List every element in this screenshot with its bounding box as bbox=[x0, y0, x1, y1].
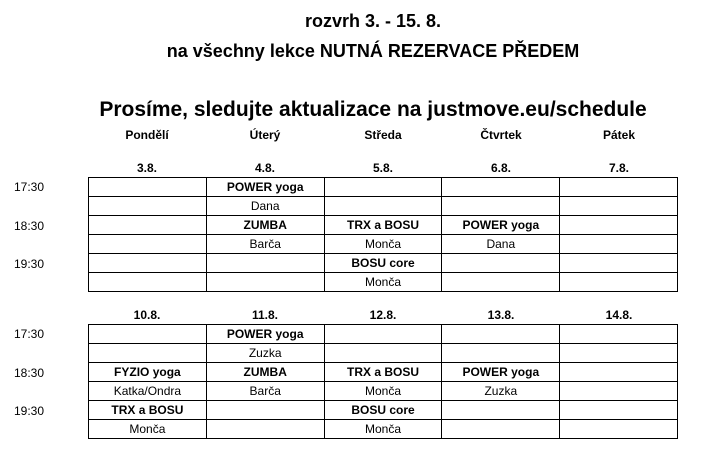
instructor-cell: Monča bbox=[324, 273, 442, 292]
week2-date: 13.8. bbox=[487, 308, 515, 322]
instructor-cell bbox=[560, 235, 678, 254]
week2-date: 14.8. bbox=[605, 308, 633, 322]
week2-schedule-table bbox=[88, 324, 678, 439]
day-tuesday: Úterý bbox=[249, 128, 281, 142]
schedule-cell: BOSU core bbox=[324, 401, 442, 420]
schedule-cell bbox=[89, 254, 207, 273]
instructor-cell: Monča bbox=[324, 235, 442, 254]
schedule-cell: POWER yoga bbox=[206, 178, 324, 197]
instructor-cell bbox=[324, 197, 442, 216]
instructor-cell: Zuzka bbox=[442, 382, 560, 401]
instructor-cell bbox=[560, 273, 678, 292]
schedule-cell bbox=[560, 254, 678, 273]
schedule-cell: BOSU core bbox=[324, 254, 442, 273]
schedule-cell: POWER yoga bbox=[206, 325, 324, 344]
instructor-cell bbox=[206, 273, 324, 292]
time-label: 17:30 bbox=[14, 327, 45, 341]
instructor-cell: Monča bbox=[324, 382, 442, 401]
schedule-cell: ZUMBA bbox=[206, 363, 324, 382]
instructor-cell: Zuzka bbox=[206, 344, 324, 363]
day-wednesday: Středa bbox=[364, 128, 402, 142]
table-row bbox=[89, 420, 678, 439]
instructor-cell bbox=[89, 197, 207, 216]
schedule-cell bbox=[206, 254, 324, 273]
table-row bbox=[89, 235, 678, 254]
instructor-cell bbox=[560, 382, 678, 401]
instructor-cell bbox=[89, 344, 207, 363]
week2-date: 10.8. bbox=[133, 308, 161, 322]
instructor-cell: Barča bbox=[206, 382, 324, 401]
time-label: 18:30 bbox=[14, 366, 45, 380]
schedule-cell bbox=[442, 401, 560, 420]
schedule-title: rozvrh 3. - 15. 8. bbox=[304, 11, 442, 31]
instructor-cell bbox=[560, 344, 678, 363]
day-thursday: Čtvrtek bbox=[480, 128, 522, 142]
week2-date: 12.8. bbox=[369, 308, 397, 322]
instructor-cell bbox=[442, 273, 560, 292]
schedule-cell bbox=[560, 401, 678, 420]
schedule-cell bbox=[89, 325, 207, 344]
schedule-cell bbox=[324, 178, 442, 197]
day-friday: Pátek bbox=[602, 128, 636, 142]
day-monday: Pondělí bbox=[125, 128, 169, 142]
schedule-cell bbox=[89, 178, 207, 197]
schedule-cell bbox=[442, 254, 560, 273]
time-label: 17:30 bbox=[14, 180, 45, 194]
schedule-cell bbox=[324, 325, 442, 344]
schedule-cell: TRX a BOSU bbox=[324, 363, 442, 382]
reservation-notice: na všechny lekce NUTNÁ REZERVACE PŘEDEM bbox=[166, 41, 580, 61]
schedule-cell: TRX a BOSU bbox=[324, 216, 442, 235]
time-label: 19:30 bbox=[14, 404, 45, 418]
instructor-cell bbox=[442, 197, 560, 216]
table-row bbox=[89, 197, 678, 216]
schedule-cell: ZUMBA bbox=[206, 216, 324, 235]
instructor-cell: Monča bbox=[324, 420, 442, 439]
table-row bbox=[89, 254, 678, 273]
week1-date: 5.8. bbox=[372, 161, 393, 175]
schedule-cell bbox=[560, 178, 678, 197]
schedule-cell: FYZIO yoga bbox=[89, 363, 207, 382]
instructor-cell bbox=[442, 344, 560, 363]
week1-date: 6.8. bbox=[490, 161, 511, 175]
table-row bbox=[89, 382, 678, 401]
week1-date: 7.8. bbox=[608, 161, 629, 175]
schedule-cell bbox=[442, 325, 560, 344]
instructor-cell: Dana bbox=[206, 197, 324, 216]
week1-schedule-table bbox=[88, 177, 678, 292]
schedule-cell bbox=[560, 363, 678, 382]
instructor-cell bbox=[89, 273, 207, 292]
schedule-cell: POWER yoga bbox=[442, 363, 560, 382]
schedule-cell bbox=[560, 325, 678, 344]
instructor-cell bbox=[89, 235, 207, 254]
table-row bbox=[89, 216, 678, 235]
instructor-cell bbox=[442, 420, 560, 439]
instructor-cell bbox=[206, 420, 324, 439]
instructor-cell: Monča bbox=[89, 420, 207, 439]
table-row bbox=[89, 344, 678, 363]
instructor-cell bbox=[324, 344, 442, 363]
table-row bbox=[89, 273, 678, 292]
schedule-cell bbox=[560, 216, 678, 235]
table-row bbox=[89, 363, 678, 382]
instructor-cell bbox=[560, 420, 678, 439]
table-row bbox=[89, 178, 678, 197]
schedule-cell bbox=[89, 216, 207, 235]
schedule-cell: TRX a BOSU bbox=[89, 401, 207, 420]
table-row bbox=[89, 325, 678, 344]
week1-date: 3.8. bbox=[136, 161, 157, 175]
update-notice: Prosíme, sledujte aktualizace na justmove.eu/schedule bbox=[99, 98, 647, 121]
schedule-cell bbox=[206, 401, 324, 420]
instructor-cell: Katka/Ondra bbox=[89, 382, 207, 401]
instructor-cell: Barča bbox=[206, 235, 324, 254]
time-label: 18:30 bbox=[14, 219, 45, 233]
schedule-cell: POWER yoga bbox=[442, 216, 560, 235]
instructor-cell: Dana bbox=[442, 235, 560, 254]
instructor-cell bbox=[560, 197, 678, 216]
time-label: 19:30 bbox=[14, 257, 45, 271]
schedule-cell bbox=[442, 178, 560, 197]
week1-date: 4.8. bbox=[254, 161, 275, 175]
week2-date: 11.8. bbox=[251, 308, 279, 322]
table-row bbox=[89, 401, 678, 420]
